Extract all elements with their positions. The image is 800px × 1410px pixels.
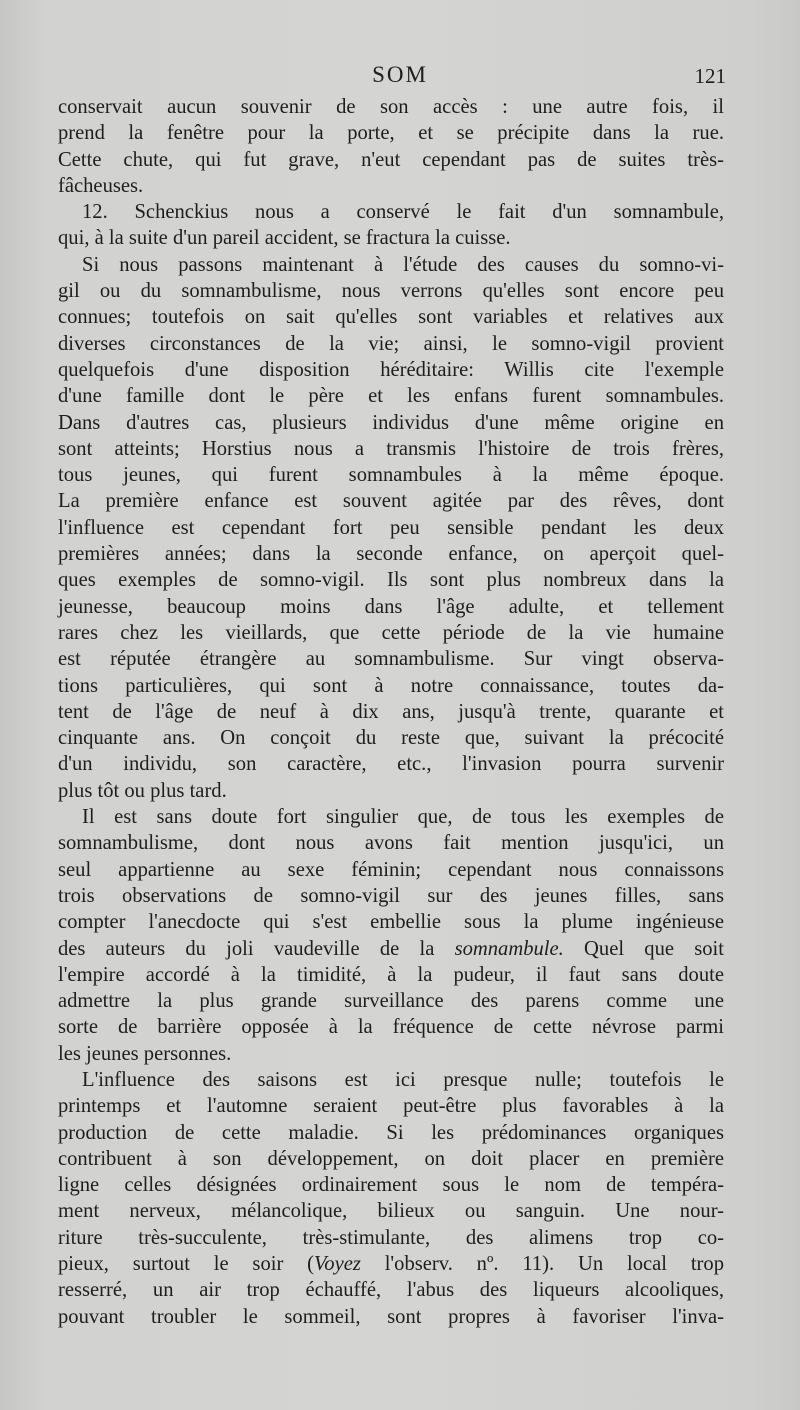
text-line: seul appartienne au sexe féminin; cependant nous connaissons <box>58 858 724 881</box>
text-line: premières années; dans la seconde enfance, on aperçoit quel- <box>58 543 724 566</box>
text-line: cinquante ans. On conçoit du reste que, suivant la précocité <box>58 727 724 750</box>
text-line: Cette chute, qui fut grave, n'eut cependant pas de suites très- <box>58 148 724 171</box>
text-line: riture très-succulente, très-stimulante, des alimens trop co- <box>58 1226 724 1249</box>
italic-text: somnambule. <box>454 937 564 960</box>
text-line: 12. Schenckius nous a conservé le fait d'un somnambule, <box>82 201 724 224</box>
italic-text: Voyez <box>314 1253 361 1276</box>
text-line: tent de l'âge de neuf à dix ans, jusqu'à trente, quarante et <box>58 700 724 723</box>
page-header <box>60 62 740 94</box>
text-line: diverses circonstances de la vie; ainsi, le somno-vigil provient <box>58 332 724 355</box>
body-text <box>58 94 724 1330</box>
text-line: prend la fenêtre pour la porte, et se précipite dans la rue. <box>58 122 724 145</box>
text-line: Il est sans doute fort singulier que, de tous les exemples de <box>82 806 724 829</box>
text-line: rares chez les vieillards, que cette période de la vie humaine <box>58 621 724 644</box>
text-line: est réputée étrangère au somnambulisme. Sur vingt observa- <box>58 648 724 671</box>
text-line: sorte de barrière opposée à la fréquence de cette névrose parmi <box>58 1016 724 1039</box>
text-line: des auteurs du joli vaudeville de la somnambule. Quel que soit <box>58 937 724 960</box>
text-line: La première enfance est souvent agitée par des rêves, dont <box>58 490 724 513</box>
text-line: Si nous passons maintenant à l'étude des causes du somno-vi- <box>82 253 724 276</box>
text-line: ment nerveux, mélancolique, bilieux ou sanguin. Une nour- <box>58 1200 724 1223</box>
text-line: d'un individu, son caractère, etc., l'invasion pourra survenir <box>58 753 724 776</box>
text-line: pouvant troubler le sommeil, sont propres à favoriser l'inva- <box>58 1305 724 1328</box>
text-line: compter l'anecdocte qui s'est embellie sous la plume ingénieuse <box>58 911 724 934</box>
text-line: printemps et l'automne seraient peut-être plus favorables à la <box>58 1095 724 1118</box>
text-line: resserré, un air trop échauffé, l'abus des liqueurs alcooliques, <box>58 1279 724 1302</box>
text-line: plus tôt ou plus tard. <box>58 779 227 802</box>
text-line: admettre la plus grande surveillance des parens comme une <box>58 990 724 1013</box>
text-line: ques exemples de somno-vigil. Ils sont plus nombreux dans la <box>58 569 724 592</box>
text-line: production de cette maladie. Si les prédominances organiques <box>58 1121 724 1144</box>
text-line: sont atteints; Horstius nous a transmis l'histoire de trois frères, <box>58 437 724 460</box>
text-line: contribuent à son développement, on doit placer en première <box>58 1147 724 1170</box>
text-line: quelquefois d'une disposition héréditaire: Willis cite l'exemple <box>58 358 724 381</box>
text-line: pieux, surtout le soir (Voyez l'observ. nº. 11). Un local trop <box>58 1253 724 1276</box>
text-line: fâcheuses. <box>58 174 144 197</box>
text-line: tions particulières, qui sont à notre connaissance, toutes da- <box>58 674 724 697</box>
page-number: 121 <box>694 64 726 88</box>
text-line: tous jeunes, qui furent somnambules à la même époque. <box>58 464 724 487</box>
running-title: SOM <box>372 62 428 87</box>
text-line: connues; toutefois on sait qu'elles sont variables et relatives aux <box>58 306 724 329</box>
text-line: l'empire accordé à la timidité, à la pudeur, il faut sans doute <box>58 963 724 986</box>
text-line: trois observations de somno-vigil sur des jeunes filles, sans <box>58 884 724 907</box>
text-line: L'influence des saisons est ici presque nulle; toutefois le <box>82 1068 724 1091</box>
text-line: les jeunes personnes. <box>58 1042 232 1065</box>
text-line: somnambulisme, dont nous avons fait mention jusqu'ici, un <box>58 832 724 855</box>
text-line: gil ou du somnambulisme, nous verrons qu'elles sont encore peu <box>58 280 724 303</box>
text-line: ligne celles désignées ordinairement sous le nom de tempéra- <box>58 1174 724 1197</box>
text-line: qui, à la suite d'un pareil accident, se fractura la cuisse. <box>58 227 511 250</box>
text-line: conservait aucun souvenir de son accès : une autre fois, il <box>58 96 724 118</box>
text-line: Dans d'autres cas, plusieurs individus d'une même origine en <box>58 411 724 434</box>
text-line: l'influence est cependant fort peu sensible pendant les deux <box>58 516 724 539</box>
text-line: d'une famille dont le père et les enfans furent somnambules. <box>58 385 724 408</box>
text-line: jeunesse, beaucoup moins dans l'âge adulte, et tellement <box>58 595 724 618</box>
